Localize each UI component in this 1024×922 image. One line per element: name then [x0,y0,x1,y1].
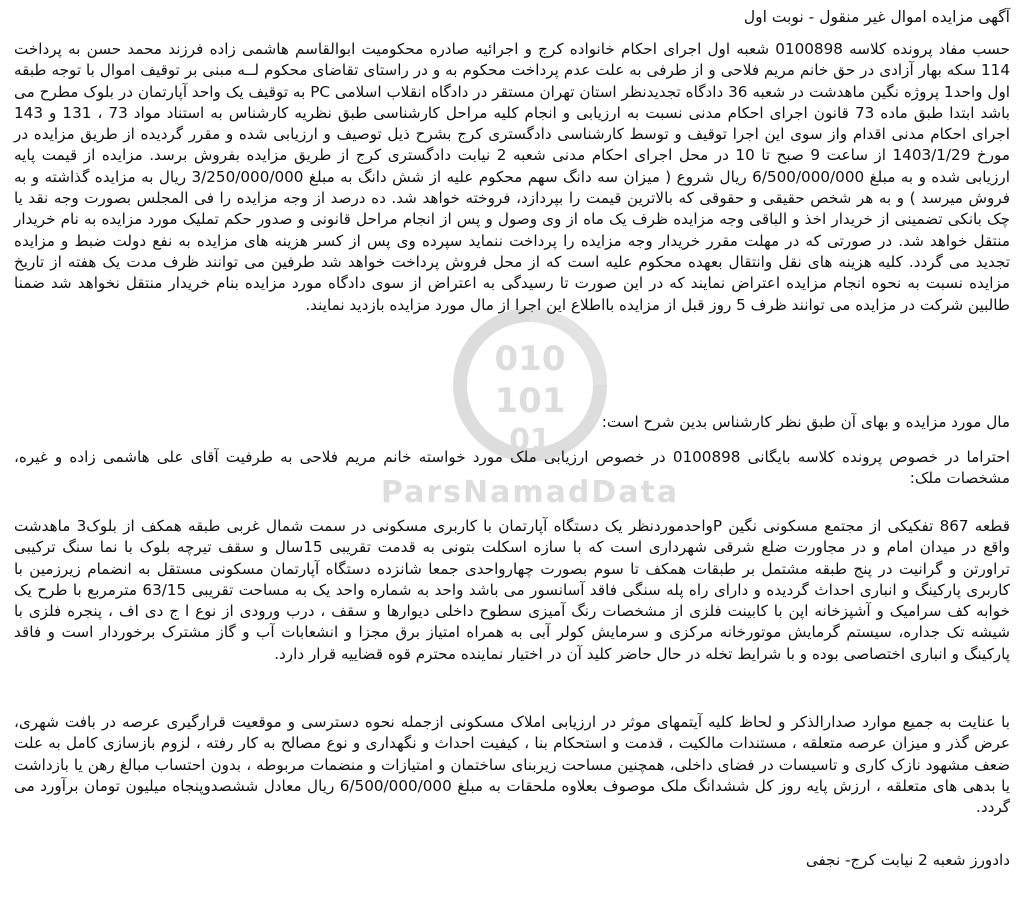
notice-paragraph-auction-terms: حسب مفاد پرونده کلاسه 0100898 شعبه اول اجرای احکام خانواده کرج و اجرائیه صادره محکومیت ابوالقاسم هاشمی زاده فرزند محمد حسن به پرداخت 114 سکه بهار آزادی در حق خانم مریم فلاحی و از طرفی به علت عدم پرداخت محکوم به و در راستای تقاضای محکوم لــه مبنی بر توقیف اموال با توجه طبقه اول واحد1 پروژه نگین ماهدشت در شعبه 36 دادگاه تجدیدنظر استان تهران مستقر در دادگاه انقلاب اسلامی PC به توقیف یک واحد آپارتمان در بلوک مطرح می باشد ابتدا طبق ماده 73 قانون اجرای احکام مدنی نسبت به ارزیابی و انجام کلیه مراحل کارشناسی طبق نظریه کارشناس به استناد مواد 73 ، 131 و 143 اجرای احکام مدنی اقدام واز سوی این اجرا توقیف و توسط کارشناسی دادگستری کرج بشرح ذیل توصیف و ارزیابی شده و مقرر گردیده از طریق مزایده در مورخ 1403/1/29 از ساعت 9 صبح تا 10 در محل اجرای احکام مدنی شعبه 2 نیابت دادگستری کرج از طریق مزایده بفروش برسد. مزایده از قیمت پایه ارزیابی شده و به مبلغ 6/500/000/000 ریال شروع ( میزان سه دانگ سهم محکوم علیه از شش دانگ به مبلغ 3/250/000/000 ریال به مزایده گذاشته و به فروش میرسد ) و به هر شخص حقیقی و حقوقی که بالاترین قیمت را بپردازد، فروخته خواهد شد. ده درصد از وجه مزایده را فی المجلس بصورت وجه نقد یا چک بانکی تضمینی از خریدار اخذ و الباقی وجه مزایده ظرف یک ماه از وی وصول و پس از انجام مراحل قانونی و صدور حکم تملیک مورد مزایده به نام خریدار منتقل خواهد شد. در صورتی که در مهلت مقرر خریدار وجه مزایده را پرداخت ننماید سپرده وی پس از کسر هزینه های مزایده به نفع دولت ضبط و مزایده تجدید می گردد. کلیه هزینه های نقل وانتقال بعهده محکوم علیه است که از محل فروش پرداخت خواهد شد طرفین می توانند ظرف مدت یک هفته از تاریخ مزایده نسبت به نحوه انجام مزایده اعتراض نمایند که در این صورت تا رسیدگی به اعتراض از سوی دادگاه مورد مزایده بنام خریدار منتقل نخواهد شد ضمنا طالبین شرکت در مزایده می توانند ظرف 5 روز قبل از مزایده بااطلاع این اجرا از مال مورد مزایده بازدید نمایند. [14,40,1011,314]
property-section-heading: مال مورد مزایده و بهای آن طبق نظر کارشناس بدین شرح است: [601,413,1010,431]
notice-paragraph-case-reference: احتراما در خصوص پرونده کلاسه بایگانی 0100898 در خصوص ارزیابی ملک مورد خواسته خانم مریم فلاحی به طرفیت آقای علی هاشمی زاده و غیره، مشخصات ملک: [14,448,1010,488]
notice-paragraph-valuation: با عنایت به جمیع موارد صدارالذکر و لحاظ کلیه آیتمهای موثر در ارزیابی املاک مسکونی ازجمله نحوه دسترسی و موقعیت قرارگیری عرصه در بافت شهری، عرض گذر و میزان عرصه متعلقه ، مستندات مالکیت ، قدمت و استحکام بنا ، کیفیت احداث و نگهداری و نوع مصالح به کار رفته ، لزوم بازسازی کامل به علت ضعف مشهود نازک کاری و تاسیسات در فضای داخلی، همچنین مساحت زیربنای ساختمان و امتیازات و منضمات مربوطه ، بدون احتساب مبالغ رهن یا بازداشت یا بدهی های متعلقه ، ارزش پایه روز کل ششدانگ ملک موصوف بعلاوه ملحقات به مبلغ 6/500/000/000 ریال معادل ششصدوپنجاه میلیون تومان برآورد می گردد. [14,713,1010,817]
watermark-text: ParsNamadData [380,475,680,510]
notice-signature: دادورز شعبه 2 نیابت کرج- نجفی [805,851,1010,869]
notice-title: آگهی مزایده اموال غیر منقول - نوبت اول [743,8,1010,26]
svg-text:010: 010 [494,339,566,379]
notice-paragraph-property-specs: قطعه 867 تفکیکی از مجتمع مسکونی نگین Pواحدموردنظر یک دستگاه آپارتمان با کاربری مسکونی در سمت شمال غربی طبقه همکف از بلوک3 ماهدشت واقع در میدان امام و در مجاورت ضلع شرقی شهرداری است که با سازه اسکلت بتونی به قدمت تقریبی 15سال و سقف تیرچه بلوک با نما سنگ ترکیبی تراورتن و گرانیت در پنج طبقه مشتمل بر طبقات همکف تا سوم بصورت چهارواحدی جمعا شانزده دستگاه آپارتمان مسکونی مستقل به انضمام زیرزمین با کاربری پارکینگ و انباری احداث گردیده و دارای راه پله سنگی فاقد آسانسور می باشد واحد به شماره واحد یک به مساحت تقریبی 63/15 مترمربع با طرح یک خوابه کف سرامیک و آشپزخانه اپن با کابینت فلزی از مشخصات رنگ آمیزی سطوح داخلی دیوارها و سقف ، درب ورودی از نوع ا ج دی اف ، پنجره فلزی با شیشه تک جداره، سیستم گرمایش موتورخانه مرکزی و سرمایش کولر آبی به همراه امتیاز برق مجزا و انشعابات آب و گاز مشترک برخوردار است و فاقد پارکینگ و انباری اختصاصی بوده و با شرایط تخله در حال حاضر کلید آن در اختیار نماینده محترم قوه قضاییه قرار دارد. [14,517,1010,663]
svg-text:01: 01 [509,423,551,458]
svg-text:101: 101 [494,381,566,421]
